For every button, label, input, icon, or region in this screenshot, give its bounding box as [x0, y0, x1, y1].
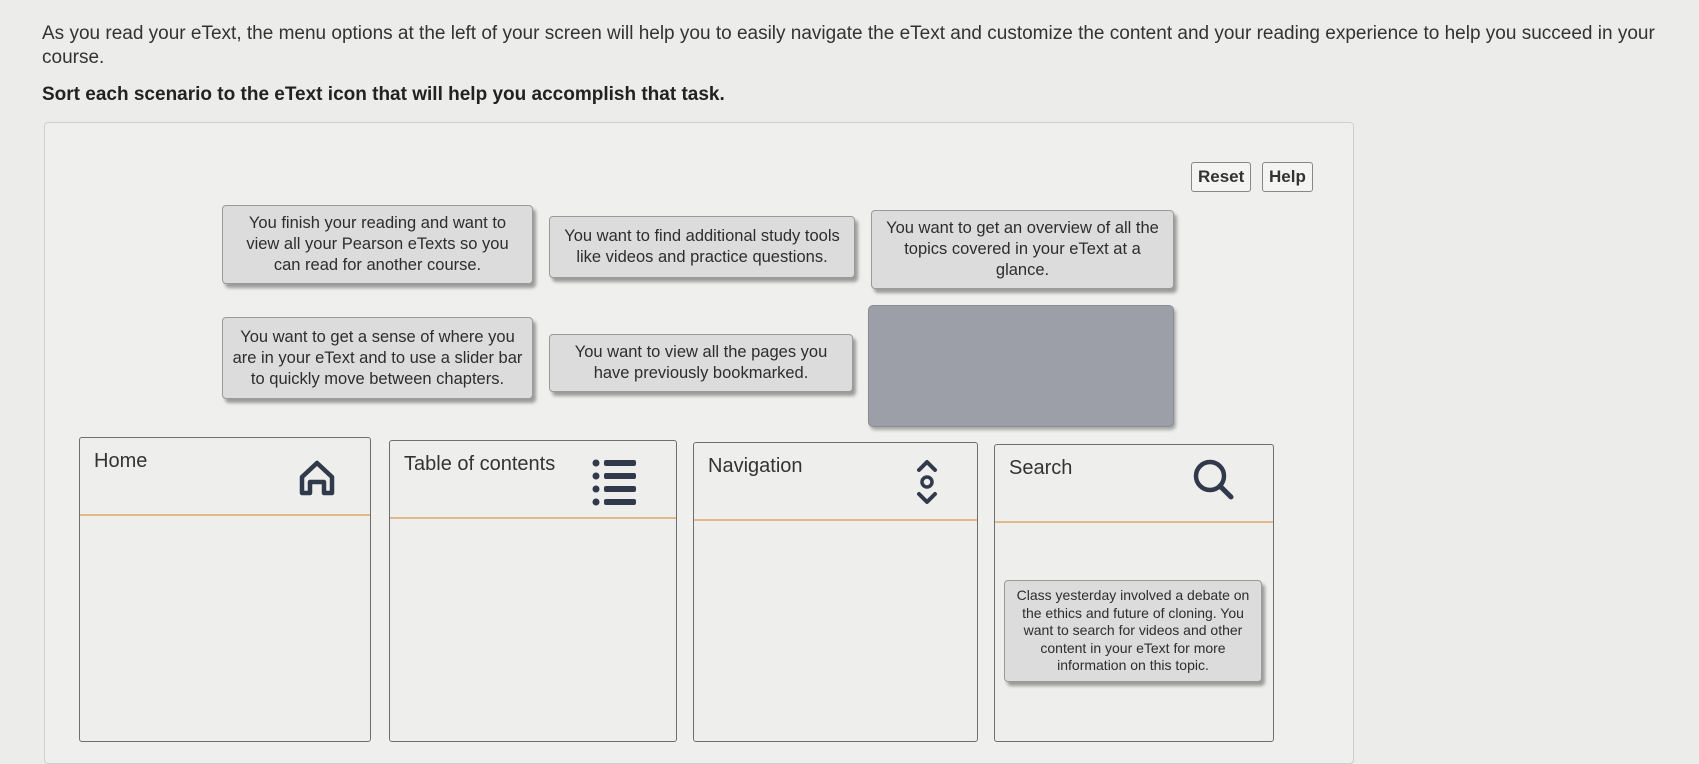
- scenario-card[interactable]: You want to get a sense of where you are in your eText and to use a slider bar to quickly move between chapters.: [222, 317, 533, 399]
- bin-table-of-contents[interactable]: [389, 440, 677, 742]
- intro-text: As you read your eText, the menu options at the left of your screen will help you to easily navigate the eText and customize the content and your reading experience to help you succeed in your course.: [42, 23, 1655, 68]
- bin-home[interactable]: [79, 437, 371, 742]
- list-icon: [590, 455, 640, 516]
- bin-header: [390, 441, 676, 519]
- instruction-text: Sort each scenario to the eText icon that will help you accomplish that task.: [42, 84, 725, 105]
- scenario-card[interactable]: You want to find additional study tools like videos and practice questions.: [549, 216, 855, 278]
- reset-button[interactable]: Reset: [1191, 162, 1251, 192]
- bin-header: [995, 445, 1273, 523]
- home-icon: [296, 456, 338, 503]
- bin-label: Table of contents: [404, 453, 556, 475]
- bin-navigation[interactable]: [693, 442, 978, 742]
- bin-header: [694, 443, 977, 521]
- sorted-scenario-card[interactable]: Class yesterday involved a debate on the ethics and future of cloning. You want to search for videos and other content in your eText for more information on this topic.: [1004, 580, 1262, 682]
- empty-card-slot: [868, 305, 1174, 427]
- bin-label: Search: [1009, 457, 1073, 479]
- bin-label: Home: [94, 450, 148, 472]
- scenario-card[interactable]: You want to get an overview of all the topics covered in your eText at a glance.: [871, 210, 1174, 289]
- bin-label: Navigation: [708, 455, 803, 477]
- scenario-card[interactable]: You want to view all the pages you have previously bookmarked.: [549, 334, 853, 392]
- scenario-card[interactable]: You finish your reading and want to view all your Pearson eTexts so you can read for another course.: [222, 205, 533, 284]
- bin-header: [80, 438, 370, 516]
- search-icon: [1189, 455, 1239, 510]
- help-button[interactable]: Help: [1262, 162, 1313, 192]
- navigation-icon: [914, 457, 940, 512]
